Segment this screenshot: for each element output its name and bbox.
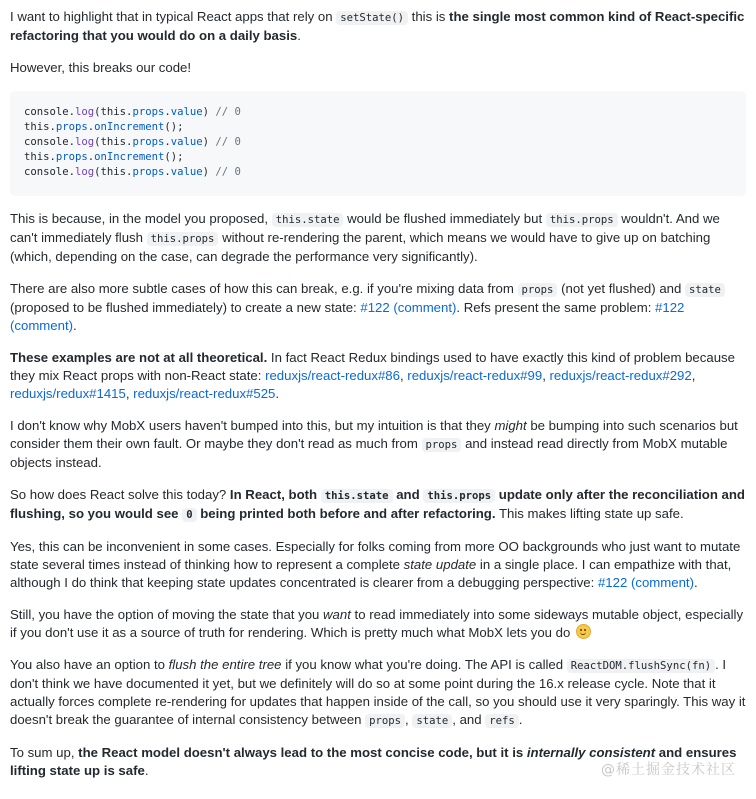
comment-link[interactable]: #122 (comment) bbox=[360, 300, 457, 315]
issue-link[interactable]: reduxjs/redux#1415 bbox=[10, 386, 126, 401]
issue-link[interactable]: reduxjs/react-redux#99 bbox=[407, 368, 543, 383]
paragraph-sum-up: To sum up, the React model doesn't always lead to the most concise code, but it is internally consistent and ensures lifting state up is safe. bbox=[10, 745, 737, 778]
watermark: @稀土掘金技术社区 bbox=[601, 762, 736, 778]
issue-link[interactable]: reduxjs/react-redux#525 bbox=[133, 386, 276, 401]
comment-body bbox=[10, 8, 746, 794]
code-line: console.log(this.props.value) // 0 bbox=[24, 136, 241, 148]
inline-code: this.state bbox=[272, 213, 344, 227]
inline-code: this.props bbox=[147, 232, 219, 246]
bold-text: the single most common kind of React-specific refactoring that you would do on a daily basis bbox=[10, 9, 745, 43]
inline-code: this.state bbox=[321, 489, 393, 503]
paragraph-mobx: I don't know why MobX users haven't bumped into this, but my intuition is that they might be bumping into such scenarios but consider them their own fault. Or maybe they don't read as much from props and instead read directly from MobX mutable objects instead. bbox=[10, 418, 738, 470]
paragraph-breaks: However, this breaks our code! bbox=[10, 60, 192, 75]
issue-link[interactable]: reduxjs/react-redux#86 bbox=[265, 368, 400, 383]
bold-text: the React model doesn't always lead to the most concise code, but it is internally consistent and ensures lifting state up is safe bbox=[10, 745, 737, 778]
inline-code: props bbox=[422, 438, 462, 452]
inline-code: ReactDOM.flushSync(fn) bbox=[567, 659, 715, 673]
inline-code: refs bbox=[485, 714, 519, 728]
inline-code: this.props bbox=[423, 489, 495, 503]
paragraph-because: This is because, in the model you proposed, this.state would be flushed immediately but this.props wouldn't. And we can't immediately flush this.props without re-rendering the parent, which means we would have to give up on batching (which, depending on the case, can degrade the performance very significantly). bbox=[10, 211, 720, 264]
inline-code: state bbox=[685, 283, 725, 297]
paragraph-inconvenient: Yes, this can be inconvenient in some cases. Especially for folks coming from more OO backgrounds who just want to mutate state several times instead of thinking how to represent a complete state update in a single place. I can empathize with that, although I do think that keeping state updates concentrated is clearer from a debugging perspective: #122 (comment). bbox=[10, 539, 741, 590]
paragraph-intro bbox=[10, 8, 746, 45]
inline-code: state bbox=[412, 714, 452, 728]
text: . bbox=[297, 28, 301, 43]
code-block bbox=[10, 91, 746, 196]
issue-link[interactable]: reduxjs/react-redux#292 bbox=[549, 368, 692, 383]
code-line: console.log(this.props.value) // 0 bbox=[24, 106, 241, 118]
inline-code: props bbox=[518, 283, 558, 297]
text: I want to highlight that in typical React apps that rely on bbox=[10, 9, 337, 24]
bold-text: These examples are not at all theoretical. bbox=[10, 350, 268, 365]
inline-code: setState() bbox=[336, 11, 408, 25]
inline-code: this.props bbox=[546, 213, 618, 227]
smile-emoji-icon bbox=[576, 624, 591, 639]
comment-link[interactable]: #122 (comment) bbox=[10, 300, 685, 333]
comment-link[interactable]: #122 (comment) bbox=[597, 575, 694, 590]
code-line: this.props.onIncrement(); bbox=[24, 121, 184, 133]
inline-code: props bbox=[365, 714, 405, 728]
code-line: console.log(this.props.value) // 0 bbox=[24, 166, 241, 178]
paragraph-react-solve: So how does React solve this today? In React, both this.state and this.props update only after the reconciliation and flushing, so you would see 0 being printed both before and after refactoring. This makes lifting state up safe. bbox=[10, 487, 745, 521]
paragraph-option: Still, you have the option of moving the state that you want to read immediately into some sideways mutable object, especially if you don't use it as a source of truth for rendering. Which is pretty much what MobX lets you do bbox=[10, 607, 744, 640]
inline-code: 0 bbox=[182, 508, 196, 522]
bold-text: In React, both this.state and this.props update only after the reconciliation and flushing, so you would see 0 being printed both before and after refactoring. bbox=[10, 487, 745, 521]
paragraph-not-theoretical: These examples are not at all theoretical. In fact React Redux bindings used to have exactly this kind of problem because they mix React props with non-React state: reduxjs/react-redux#86, reduxjs/react-redux#99, reduxjs/react-redux#292, reduxjs/redux#1415, reduxjs/react-redux#525. bbox=[10, 350, 735, 401]
paragraph-subtle-cases: There are also more subtle cases of how this can break, e.g. if you're mixing data from props (not yet flushed) and state (proposed to be flushed immediately) to create a new state: #122 (comment). Refs present the same problem: #122 (comment). bbox=[10, 280, 746, 335]
code-line: this.props.onIncrement(); bbox=[24, 151, 184, 163]
paragraph-flush: You also have an option to flush the entire tree if you know what you're doing. The API is called ReactDOM.flushSync(fn) . I don't think we have documented it yet, but we definitely will do so at some point during the 16.x release cycle. Note that it actually forces complete re-rendering for updates that happen inside of the call, so you should use it very sparingly. This way it doesn't break the guarantee of internal consistency between props , state , and refs . bbox=[10, 657, 746, 727]
text: this is bbox=[408, 9, 450, 24]
